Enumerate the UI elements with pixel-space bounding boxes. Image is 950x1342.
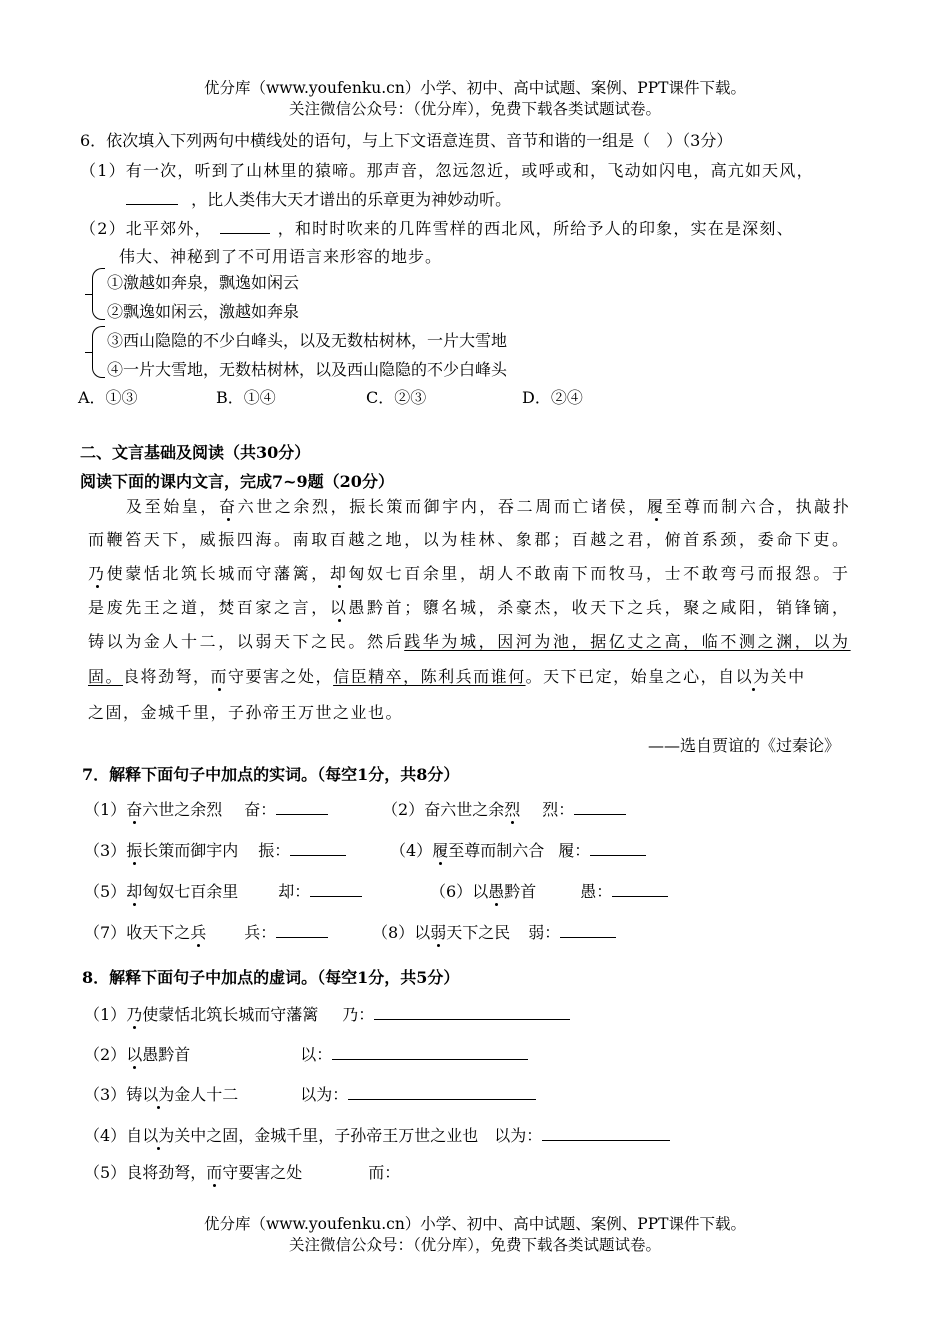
q7-answer-blank-3[interactable] bbox=[290, 854, 346, 856]
q8-item4: （4）自以为关中之固，金城千里，子孙帝王万世之业也 以为： bbox=[84, 1123, 670, 1146]
page-header-line1: 优分库（www.youfenku.cn）小学、初中、高中试题、案例、PPT课件下载。 bbox=[203, 79, 747, 97]
q7-item8: （8）以弱天下之民 弱： bbox=[372, 920, 616, 943]
q6-choice-d[interactable]: D．②④ bbox=[522, 388, 583, 407]
q8-item2: （2）以愚黔首 以： bbox=[84, 1042, 528, 1065]
passage-line7: 之固，金城千里，子孙帝王万世之业也。 bbox=[88, 703, 404, 722]
q7-answer-blank-2[interactable] bbox=[574, 813, 626, 815]
q6-choice-a[interactable]: A．①③ bbox=[78, 388, 138, 407]
q8-item5: （5）良将劲弩，而守要害之处 而： bbox=[84, 1163, 401, 1182]
q8-answer-blank-2[interactable] bbox=[332, 1058, 528, 1060]
q6-brace-top bbox=[92, 268, 105, 320]
passage-line5: 铸以为金人十二，以弱天下之民。然后践华为城，因河为池，据亿丈之高，临不测之渊，以为 bbox=[88, 632, 851, 651]
dotted-char-yi: 以 bbox=[329, 598, 349, 617]
q7-answer-blank-8[interactable] bbox=[560, 936, 616, 938]
q7-item3: （3）振长策而御宇内 振： bbox=[84, 838, 346, 861]
q7-item4: （4）履至尊而制六合 履： bbox=[390, 838, 646, 861]
underlined-sentence: 践华为城，因河为池，据亿丈之高，临不测之渊，以为 bbox=[404, 632, 851, 651]
q6-option4: ④一片大雪地，无数枯树林，以及西山隐隐的不少白峰头 bbox=[107, 360, 508, 379]
passage-line3: 乃使蒙恬北筑长城而守藩篱，却匈奴七百余里，胡人不敢南下而牧马，士不敢弯弓而报怨。于 bbox=[88, 564, 851, 583]
section2-instruction: 阅读下面的课内文言，完成7~9题（20分） bbox=[80, 472, 394, 491]
q6-sentence1-line2: ，比人类伟大天才谱出的乐章更为神妙动听。 bbox=[126, 187, 511, 210]
underlined-sentence-2: 信臣精卒，陈利兵而谁何 bbox=[333, 667, 526, 686]
q7-item7: （7）收天下之兵 兵： bbox=[84, 920, 328, 943]
q6-option3: ③西山隐隐的不少白峰头，以及无数枯树林，一片大雪地 bbox=[107, 331, 508, 350]
page-footer-line2: 关注微信公众号：（优分库），免费下载各类试题试卷。 bbox=[288, 1236, 661, 1254]
dotted-char-er: 而 bbox=[210, 667, 229, 686]
section2-title: 二、文言基础及阅读（共30分） bbox=[80, 443, 311, 462]
q8-answer-blank-1[interactable] bbox=[374, 1018, 570, 1020]
q7-item6: （6）以愚黔首 愚： bbox=[430, 879, 668, 902]
q6-choice-c[interactable]: C．②③ bbox=[366, 388, 427, 407]
dotted-char-fen: 奋 bbox=[219, 497, 238, 516]
q6-sentence2-line2: 伟大、神秘到了不可用语言来形容的地步。 bbox=[119, 247, 443, 266]
q8-item1: （1）乃使蒙恬北筑长城而守藩篱 乃： bbox=[84, 1002, 570, 1025]
passage-line6: 固。良将劲弩，而守要害之处，信臣精卒，陈利兵而谁何。天下已定，始皇之心，自以为关中 bbox=[88, 667, 806, 686]
q6-title: 6．依次填入下列两句中横线处的语句，与上下文语意连贯、音节和谐的一组是（ ）（3分） bbox=[80, 131, 733, 150]
passage-line4: 是废先王之道，焚百家之言，以愚黔首；隳名城，杀豪杰，收天下之兵，聚之咸阳，销锋镝， bbox=[88, 598, 851, 617]
q6-option2: ②飘逸如闲云，激越如奔泉 bbox=[107, 302, 300, 321]
q7-item5: （5）却匈奴七百余里 却： bbox=[84, 879, 362, 902]
page-header-line2: 关注微信公众号：（优分库），免费下载各类试题试卷。 bbox=[288, 100, 661, 118]
q7-answer-blank-4[interactable] bbox=[590, 854, 646, 856]
q7-answer-blank-7[interactable] bbox=[276, 936, 328, 938]
q6-sentence1-line1: （1）有一次，听到了山林里的猿啼。那声音，忽远忽近，或呼或和，飞动如闪电，高亢如天风， bbox=[80, 161, 814, 180]
q7-answer-blank-6[interactable] bbox=[612, 895, 668, 897]
q8-answer-blank-4[interactable] bbox=[542, 1139, 670, 1141]
q7-answer-blank-1[interactable] bbox=[276, 813, 328, 815]
q8-answer-blank-3[interactable] bbox=[348, 1098, 536, 1100]
q7-title: 7．解释下面句子中加点的实词。（每空1分，共8分） bbox=[82, 765, 460, 784]
q6-choice-b[interactable]: B．①④ bbox=[216, 388, 276, 407]
q6-blank1[interactable] bbox=[126, 203, 178, 205]
dotted-char-que: 却 bbox=[329, 564, 349, 583]
q7-answer-blank-5[interactable] bbox=[310, 895, 362, 897]
page-footer-line1: 优分库（www.youfenku.cn）小学、初中、高中试题、案例、PPT课件下载。 bbox=[203, 1215, 747, 1233]
passage-line1: 及至始皇，奋六世之余烈，振长策而御宇内，吞二周而亡诸侯，履至尊而制六合，执敲扑 bbox=[126, 497, 852, 516]
q6-brace-bottom bbox=[92, 326, 105, 378]
q6-option1: ①激越如奔泉，飘逸如闲云 bbox=[107, 273, 300, 292]
q8-item3: （3）铸以为金人十二 以为： bbox=[84, 1082, 536, 1105]
q6-sentence2-line1: （2）北平郊外， ，和时时吹来的几阵雪样的西北风，所给予人的印象，实在是深刻、 bbox=[80, 219, 794, 238]
dotted-char-lv: 履 bbox=[646, 497, 666, 516]
dotted-char-nai: 乃 bbox=[88, 564, 107, 583]
passage-source: ——选自贾谊的《过秦论》 bbox=[648, 736, 841, 755]
q7-item2: （2）奋六世之余烈 烈： bbox=[382, 797, 626, 820]
passage-line2: 而鞭笞天下，威振四海。南取百越之地，以为桂林、象郡；百越之君，俯首系颈，委命下吏。 bbox=[88, 530, 851, 549]
q7-item1: （1）奋六世之余烈 奋： bbox=[84, 797, 328, 820]
q6-blank2[interactable] bbox=[220, 232, 270, 234]
dotted-char-yiwei: 以为 bbox=[735, 667, 771, 686]
q8-title: 8．解释下面句子中加点的虚词。（每空1分，共5分） bbox=[82, 968, 460, 987]
